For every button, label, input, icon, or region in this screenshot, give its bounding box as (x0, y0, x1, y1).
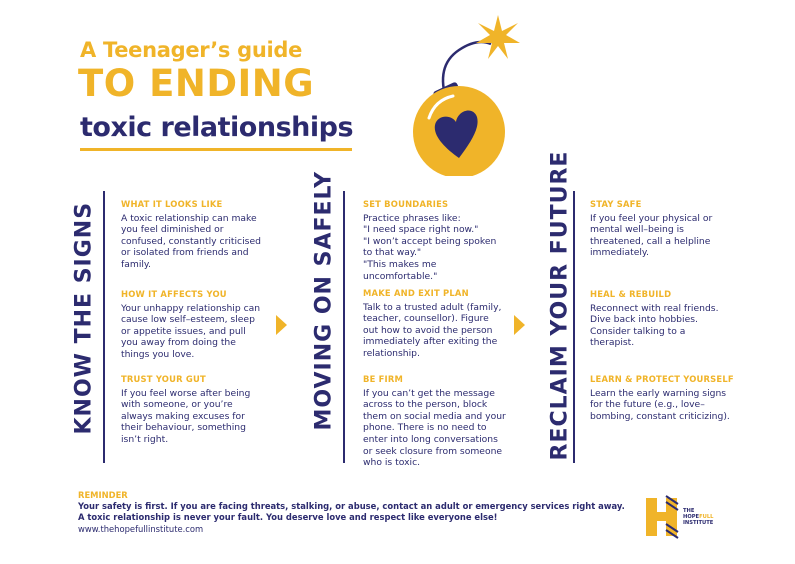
column-divider (103, 191, 105, 463)
section-heading: BE FIRM (363, 374, 404, 384)
reminder-heading: REMINDER (78, 490, 128, 500)
arrow-right-icon (514, 315, 525, 335)
section-body: A toxic relationship can make you feel diminished or confused, constantly criticised or isolated from friends and family. (121, 212, 261, 270)
section-line: "I need space right now." (363, 224, 479, 236)
main-title: TO ENDING (78, 62, 315, 105)
section-heading: LEARN & PROTECT YOURSELF (590, 374, 734, 384)
hopefull-logo (644, 494, 734, 540)
section-how-it-affects-you (121, 289, 261, 361)
section-heading: HEAL & REBUILD (590, 289, 672, 299)
section-make-exit-plan (363, 288, 506, 360)
section-line: "I won’t accept being spoken to that way." (363, 235, 497, 259)
section-line: Practice phrases like: (363, 212, 461, 224)
section-heading: MAKE AND EXIT PLAN (363, 288, 469, 298)
section-what-it-looks-like (121, 199, 261, 271)
logo-h-icon (644, 494, 688, 540)
logo-text-the: THE (683, 508, 695, 514)
section-set-boundaries (363, 199, 506, 282)
arrow-right-icon (276, 315, 287, 335)
reminder-block (78, 490, 625, 535)
section-body: Your unhappy relationship can cause low self–esteem, sleep or appetite issues, and pull you away from doing the things you love. (121, 302, 261, 360)
title-underline (80, 148, 352, 151)
reminder-line-1: Your safety is first. If you are facing threats, stalking, or abuse, contact an adult or emergency services right away. (78, 501, 625, 512)
section-trust-your-gut (121, 374, 261, 446)
column-title-reclaim-your-future: RECLAIM YOUR FUTURE (547, 150, 573, 461)
section-stay-safe (590, 199, 730, 259)
section-heading: SET BOUNDARIES (363, 199, 449, 209)
section-body: If you can’t get the message across to the person, block them on social media and your phone. There is no need to enter into long conversations or seek closure from someone who is toxic. (363, 387, 506, 469)
section-line: "This makes me uncomfortable." (363, 258, 438, 282)
section-body: If you feel your physical or mental well–being is threatened, call a helpline immediately. (590, 212, 713, 259)
spark-icon (476, 15, 520, 59)
bomb-heart-icon (395, 8, 535, 176)
section-be-firm (363, 374, 506, 469)
column-title-know-the-signs: KNOW THE SIGNS (71, 201, 97, 435)
section-body: If you feel worse after being with someone, or you’re always making excuses for their behaviour, something isn’t right. (121, 387, 251, 445)
logo-text-hopefull: HOPEFULL (683, 514, 714, 520)
subtitle: A Teenager’s guide (80, 38, 303, 62)
section-body: Reconnect with real friends. Dive back into hobbies. Consider talking to a therapist. (590, 302, 719, 349)
main-title-subline: toxic relationships (80, 112, 354, 143)
website-link[interactable]: www.thehopefullinstitute.com (78, 523, 204, 534)
section-learn-protect (590, 374, 735, 422)
column-title-moving-on-safely: MOVING ON SAFELY (311, 170, 337, 431)
section-body: Learn the early warning signs for the future (e.g., love–bombing, constant criticizing). (590, 387, 730, 422)
column-divider (343, 191, 345, 463)
section-heading: STAY SAFE (590, 199, 642, 209)
section-heading: HOW IT AFFECTS YOU (121, 289, 227, 299)
column-divider (573, 191, 575, 463)
reminder-line-2: A toxic relationship is never your fault. You deserve love and respect like everyone else! (78, 512, 498, 523)
section-body: Talk to a trusted adult (family, teacher, counsellor). Figure out how to avoid the person immediately after exiting the relationship. (363, 301, 502, 359)
section-heal-rebuild (590, 289, 730, 349)
section-heading: TRUST YOUR GUT (121, 374, 206, 384)
section-heading: WHAT IT LOOKS LIKE (121, 199, 223, 209)
logo-text-institute: INSTITUTE (683, 520, 714, 526)
